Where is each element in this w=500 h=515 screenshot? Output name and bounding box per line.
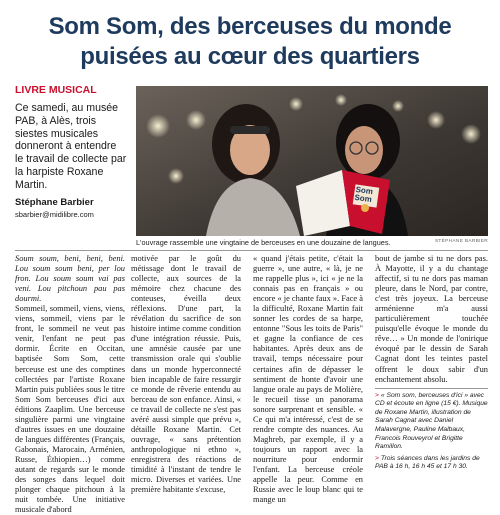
schedule-text: Trois séances dans les jardins de PAB à 16 h, 16 h 45 et 17 h 30. (375, 454, 480, 471)
author-name: Stéphane Barbier (15, 197, 94, 208)
column-3-body: « quand j'étais petite, c'était la guerre », une autre, « là, je ne me rappelle plus », ici « je ne la connais pas en français » ou encore « je chante faux ». Face à la difficulté, Roxane Martin fait sonner les cordes de sa harpe, entonne "Sous les toits de Paris" et gagne la confiance de ces habitantes. Après deux ans de travail, temps nécessaire pour certaines afin de dépasser le sentiment de honte d'avoir une langue orale au pays de Molière, le recueil tisse un panorama sonore surprenant et sensible. « Ce qui m'a intéressé, c'est de se rendre compte des nuances. Au Maghreb, par exemple, il y a toujours un rapport avec la nourriture pour endormir l'enfant. La berceuse créole appelle la peur. Comme en Russie avec le loup blanc qui te mange un (253, 254, 363, 505)
photo-caption (136, 238, 488, 250)
photo-credit: STÉPHANE BARBIER (434, 239, 488, 244)
column-2 (131, 254, 241, 498)
column-3 (253, 254, 363, 505)
notes-divider (375, 388, 488, 389)
note-marker: > (375, 454, 379, 462)
column-1 (15, 254, 125, 515)
column-4-body: bout de jambe si tu ne dors pas. À Mayotte, il y a du chantage affectif, si tu ne dors pas maman pleure, dans le Nord, par contre, c'est très joyeux. La berceuse arménienne m'a aussi particulièrement touchée puisqu'elle évoque le monde du rêve… » Un monde de l'onirique évoqué par le dessin de Sarah Cagnat dont les teintes pastel offrent le doux sabir d'un enchantement absolu. (375, 254, 488, 384)
book-info-note (375, 392, 488, 452)
schedule-note (375, 455, 488, 472)
book-title-line2: Som (353, 192, 373, 205)
headline: Som Som, des berceuses du monde puisées au cœur des quartiers (48, 13, 452, 70)
book-title-line1: Som (355, 184, 374, 197)
author-byline (15, 197, 133, 219)
note-marker: > (375, 391, 379, 399)
divider (15, 250, 488, 251)
book-info-text: « Som som, berceuses d'ici » avec CD et écoute en ligne (15 €). Musique de Roxane Martin, illustration de Sarah Cagnat avec Daniel Malavergne, Pauline Malbaux, Francois Rouveyrol et Brigitte Ramillon. (375, 391, 488, 451)
caption-text: L'ouvrage rassemble une vingtaine de berceuses en une douzaine de langues. (136, 238, 391, 247)
section-kicker: LIVRE MUSICAL (15, 84, 97, 96)
column-1-body: Sommeil, sommeil, viens, viens, viens, sommeil, viens par le front, le sommeil ne veut pas venir, l'enfant ne peut pas dormir. Écrite en Occitan, baptisée Som Som, cette berceuse est une des comptines collectées par l'artiste Roxane Martin puis publiées sous le titre Som Som berceuses d'ici aux éditions Zaaplim. Une berceuse singulière parmi une vingtaine d'autres issues en une douzaine de langues différentes (Français, Gabonais, Marocain, Arménien, Russe, Éthiopien…) comme autant de regards sur le monde des songes dans lequel doit plonger chaque pitchoun à la nuit tombée. Une initiative musicale d'abord (15, 304, 125, 515)
column-4 (375, 254, 488, 498)
article-photo (136, 86, 488, 236)
occitan-lullaby-text: Soum soum, beni, beni, beni. Lou soum soum beni, per lou fron. Lou soum soum vai pas veni. Lou pitchoun pau pas dourmi. (15, 254, 125, 304)
book-title (354, 186, 373, 204)
column-2-body: motivée par le goût du métissage dont le travail de collecte, aux sources de la mémoire chez chacune des conteuses, éveilla deux réflexions. D'une part, la révélation du sacrifice de son histoire intime comme condition d'une intégration réussie. Puis, une amnésie causée par une transmission orale qui s'oublie dans un monde hyperconnecté bien incapable de faire ressurgir ce monde de rêverie entendu au berceau de son enfance. Ainsi, « ce travail de collecte ne s'est pas avéré aussi simple que prévu », détaille Roxane Martin. Cet ouvrage, « sans prétention anthropologique ni ethno », enregistrera des réactions de timidité à l'instant de tendre le micro. Diverses et variées. Une première habitante s'excuse, (131, 254, 241, 495)
lead-paragraph: Ce samedi, au musée PAB, à Alès, trois siestes musicales donneront à entendre le travail de collecte par la harpiste Roxane Martin. (15, 102, 127, 191)
author-email[interactable]: sbarbier@midilibre.com (15, 210, 94, 219)
photo-illustration (136, 86, 488, 236)
